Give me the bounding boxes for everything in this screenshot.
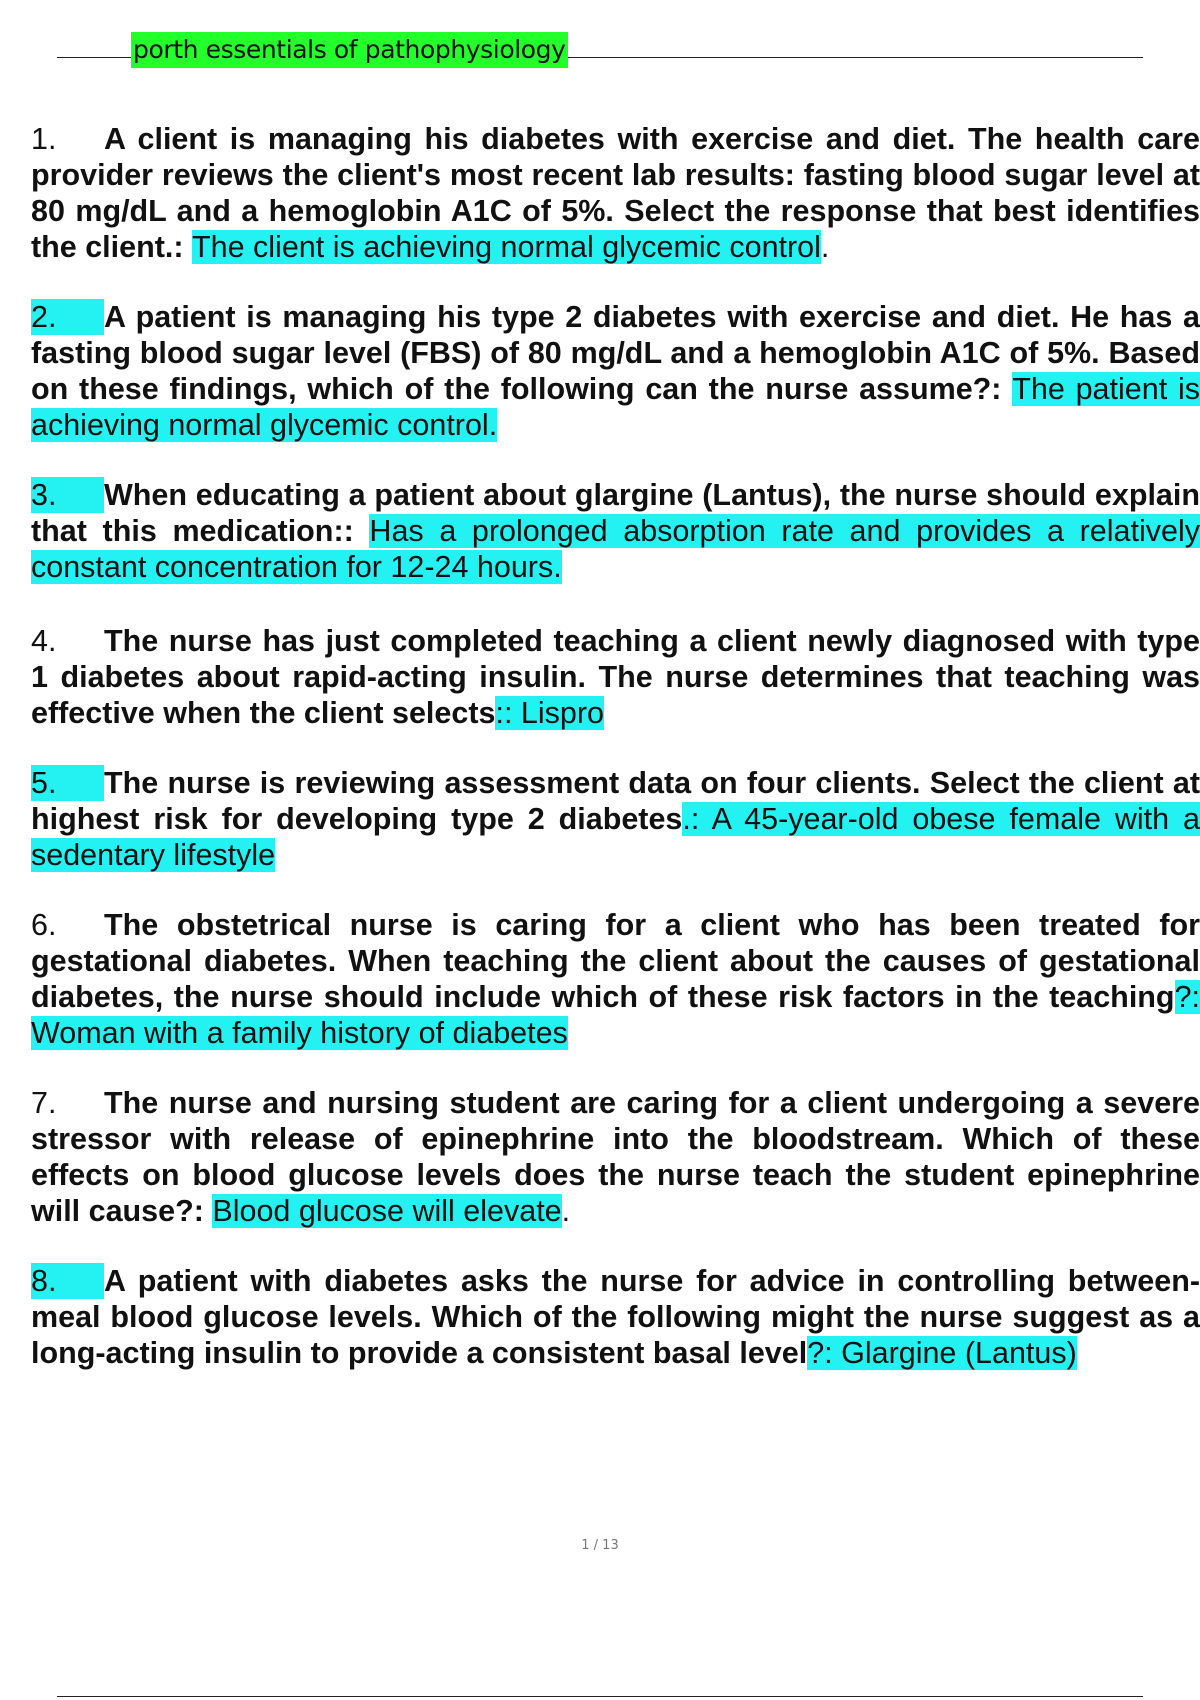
answer-text: The client is achieving normal glycemic control: [192, 230, 821, 264]
question-number: 5.: [31, 765, 104, 801]
footer-rule: [57, 1696, 1143, 1697]
question-number: 2.: [31, 299, 104, 335]
answer-text: .: A 45-year-old obese female with a sedentary lifestyle: [31, 802, 1200, 872]
question-text: The obstetrical nurse is caring for a client who has been treated for gestational diabetes. When teaching the client about the causes of gestational diabetes, the nurse should include which of these risk factors in the teaching: [31, 908, 1200, 1014]
question-item-4: [31, 623, 1200, 731]
answer-text: Blood glucose will elevate: [212, 1194, 562, 1228]
answer-tail: .: [561, 1194, 571, 1228]
question-item-1: [31, 121, 1200, 265]
question-number: 6.: [31, 908, 57, 942]
question-text: A patient is managing his type 2 diabetes with exercise and diet. He has a fasting blood sugar level (FBS) of 80 mg/dL and a hemoglobin A1C of 5%. Based on these findings, which of the following can the nurse assume?:: [31, 300, 1200, 406]
answer-text: ?: Woman with a family history of diabetes: [31, 980, 1200, 1050]
question-text: A client is managing his diabetes with exercise and diet. The health care provider reviews the client's most recent lab results: fasting blood sugar level at 80 mg/dL and a hemoglobin A1C of 5%. Select the response that best identifies the client.:: [31, 122, 1200, 264]
question-number: 8.: [31, 1263, 104, 1299]
question-item-8: [31, 1263, 1200, 1371]
question-number: 7.: [31, 1086, 57, 1120]
question-text: The nurse has just completed teaching a client newly diagnosed with type 1 diabetes about rapid-acting insulin. The nurse determines that teaching was effective when the client selects: [31, 624, 1200, 730]
question-text: The nurse is reviewing assessment data on four clients. Select the client at highest risk for developing type 2 diabetes: [31, 766, 1200, 836]
question-number: 4.: [31, 624, 57, 658]
question-item-7: [31, 1085, 1200, 1229]
answer-text: ?: Glargine (Lantus): [807, 1336, 1077, 1370]
question-item-3: [31, 477, 1200, 585]
document-header-title: porth essentials of pathophysiology: [131, 32, 568, 68]
answer-text: Has a prolonged absorption rate and provides a relatively constant concentration for 12-24 hours.: [31, 514, 1200, 584]
question-item-5: [31, 765, 1200, 873]
question-text: The nurse and nursing student are caring for a client undergoing a severe stressor with release of epinephrine into the bloodstream. Which of these effects on blood glucose levels does the nurse teach the student epinephrine will cause?:: [31, 1086, 1200, 1228]
answer-text: :: Lispro: [495, 696, 604, 730]
question-item-2: [31, 299, 1200, 443]
question-list: [31, 121, 1200, 1371]
question-item-6: [31, 907, 1200, 1051]
question-text: A patient with diabetes asks the nurse for advice in controlling between-meal blood glucose levels. Which of the following might the nurse suggest as a long-acting insulin to provide a consistent basal level: [31, 1264, 1200, 1370]
answer-text: The patient is achieving normal glycemic control.: [31, 372, 1200, 442]
question-text: When educating a patient about glargine (Lantus), the nurse should explain that this medication::: [31, 478, 1200, 548]
question-number: 1.: [31, 122, 57, 156]
question-number: 3.: [31, 477, 104, 513]
page-indicator: 1 / 13: [581, 1538, 619, 1553]
answer-tail: .: [820, 230, 830, 264]
